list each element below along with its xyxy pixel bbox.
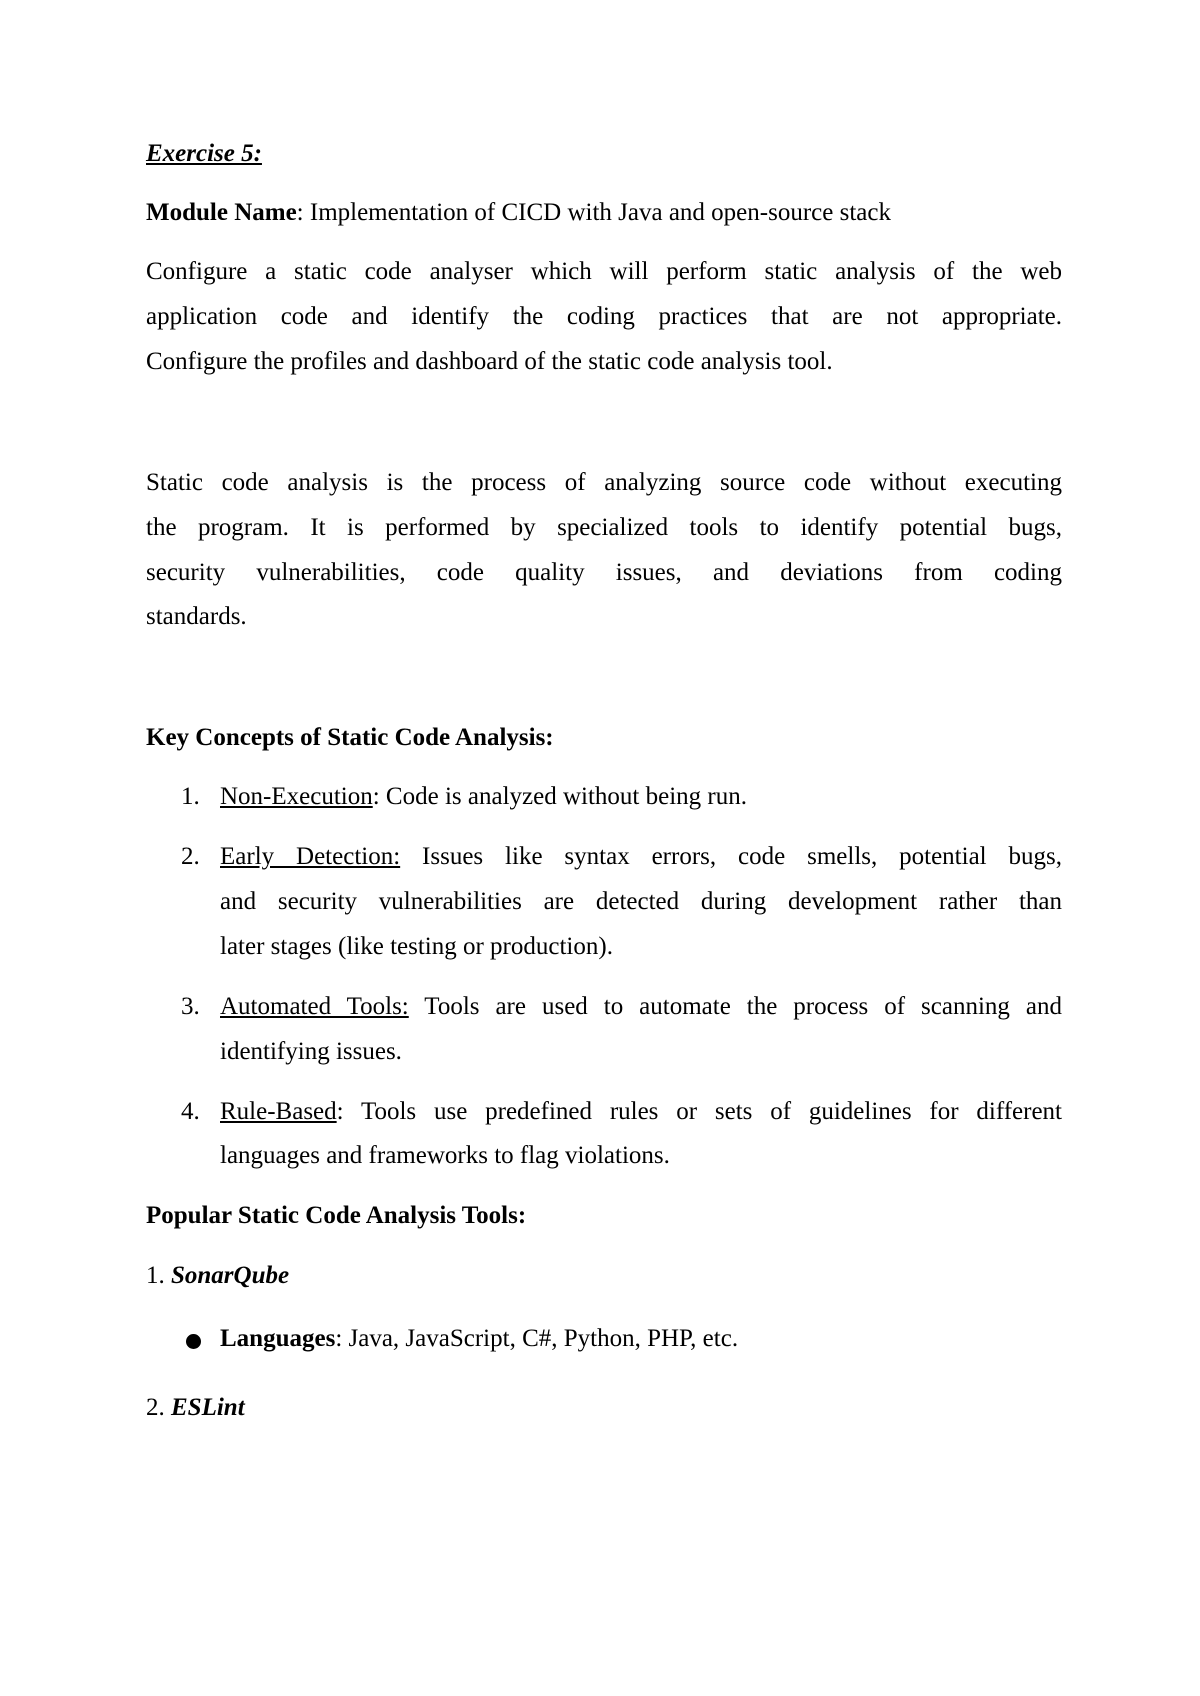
languages-value: : Java, JavaScript, C#, Python, PHP, etc.: [335, 1325, 739, 1352]
key-concept-continuation: identifying issues.: [220, 1038, 402, 1065]
key-concept-term: Automated Tools:: [220, 993, 409, 1020]
key-concepts-heading-text: Key Concepts of Static Code Analysis:: [146, 724, 554, 751]
key-concept-item-non-execution: [220, 784, 747, 809]
intro-line-2: the program. It is performed by specialized tools to identify potential bugs,: [146, 514, 1062, 541]
bullet-icon: [186, 1334, 201, 1349]
key-concept-item-automated-tools: [220, 994, 1062, 1019]
task-line-1: Configure a static code analyser which will perform static analysis of the web: [146, 258, 1062, 285]
task-line-2: application code and identify the coding practices that are not appropriate.: [146, 303, 1062, 330]
key-concept-number: 3.: [181, 993, 200, 1020]
key-concept-term: Rule-Based: [220, 1098, 337, 1125]
tool-number: 1.: [146, 1262, 165, 1289]
intro-line-1: Static code analysis is the process of analyzing source code without executing: [146, 469, 1062, 496]
exercise-title-text: Exercise 5:: [146, 140, 262, 167]
key-concept-text: Issues like syntax errors, code smells, potential bugs,: [400, 843, 1062, 870]
key-concepts-heading: [146, 725, 554, 750]
key-concept-text: : Tools use predefined rules or sets of guidelines for different: [336, 1098, 1062, 1125]
tool-number: 2.: [146, 1394, 165, 1421]
key-concept-item-rule-based: [220, 1099, 1062, 1124]
key-concept-number: 4.: [181, 1098, 200, 1125]
key-concept-continuation: and security vulnerabilities are detected during development rather than: [220, 888, 1062, 915]
module-name-value: : Implementation of CICD with Java and open-source stack: [296, 199, 891, 226]
key-concept-continuation: languages and frameworks to flag violations.: [220, 1142, 670, 1169]
key-concept-term: Non-Execution: [220, 783, 373, 810]
tool-item-sonarqube: [146, 1263, 289, 1288]
key-concept-number: 2.: [181, 843, 200, 870]
tools-heading: [146, 1203, 526, 1228]
intro-line-4: standards.: [146, 603, 247, 630]
key-concept-continuation: later stages (like testing or production).: [220, 933, 613, 960]
tool-item-eslint: [146, 1395, 245, 1420]
module-name-line: [146, 200, 891, 225]
key-concept-item-early-detection: [220, 844, 1062, 869]
intro-line-3: security vulnerabilities, code quality issues, and deviations from coding: [146, 559, 1062, 586]
key-concept-text: Tools are used to automate the process of scanning and: [408, 993, 1062, 1020]
tool-languages-line: [220, 1326, 738, 1351]
task-line-3: Configure the profiles and dashboard of the static code analysis tool.: [146, 348, 833, 375]
module-name-label: Module Name: [146, 199, 297, 226]
tool-name: SonarQube: [171, 1262, 290, 1289]
tools-heading-text: Popular Static Code Analysis Tools:: [146, 1202, 527, 1229]
key-concept-number: 1.: [181, 783, 200, 810]
tool-name: ESLint: [171, 1394, 245, 1421]
languages-label: Languages: [220, 1325, 336, 1352]
key-concept-text: : Code is analyzed without being run.: [372, 783, 747, 810]
exercise-title: [146, 141, 262, 166]
key-concept-term: Early Detection:: [220, 843, 401, 870]
